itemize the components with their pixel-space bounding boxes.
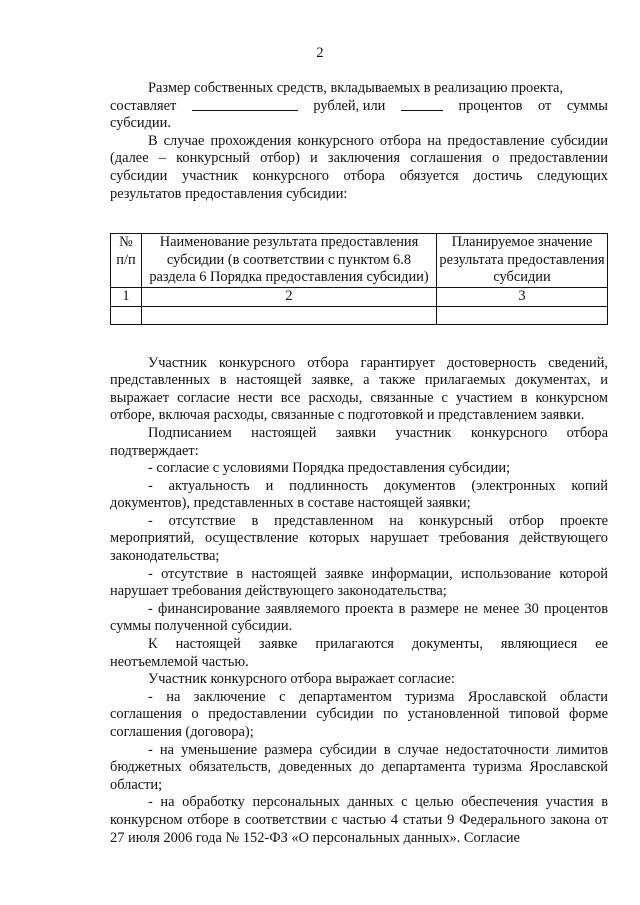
header-number: № п/п	[111, 234, 142, 288]
own-funds-line-3: субсидии.	[110, 115, 171, 132]
percent-blank[interactable]	[401, 98, 443, 111]
results-intro-paragraph: В случае прохождения конкурсного отбора на предоставление субсидии (далее – конкурсный отбор) и заключения соглашения о предоставлении субсидии участник конкурсного отбора обязуется достичь следующих результатов предоставления субсидии:	[110, 132, 608, 202]
attachments-paragraph: К настоящей заявке прилагаются документы, являющиеся ее неотъемлемой частью.	[110, 636, 608, 670]
confirm-intro-paragraph: Подписанием настоящей заявки участник конкурсного отбора подтверждает:	[110, 424, 608, 459]
confirm-item-1: - согласие с условиями Порядка предоставления субсидии;	[148, 460, 511, 477]
agree-item-1: - на заключение с департаментом туризма Ярославской области соглашения о предоставлении субсидии по установленной типовой форме соглашения (договора);	[110, 688, 608, 740]
table-empty-row	[111, 306, 608, 324]
own-funds-line-1: Размер собственных средств, вкладываемых в реализацию проекта,	[148, 80, 564, 96]
header-result-name: Наименование результата предоставления субсидии (в соответствии с пунктом 6.8 раздела 6 Порядка предоставления субсидии)	[142, 234, 437, 288]
empty-cell-1[interactable]	[111, 306, 142, 324]
column-number-1: 1	[111, 287, 142, 306]
table-header-row	[111, 234, 608, 288]
confirm-item-3: - отсутствие в представленном на конкурсный отбор проекте мероприятий, осуществление которых нарушает требования действующего законодательства;	[110, 512, 608, 565]
agree-item-3: - на обработку персональных данных с целью обеспечения участия в конкурсном отборе в соответствии с частью 4 статьи 9 Федерального закона от 27 июля 2006 года № 152-ФЗ «О персональных данных». Согласие	[110, 794, 608, 846]
table-number-row	[111, 287, 608, 306]
confirm-item-4: - отсутствие в настоящей заявке информации, использование которой нарушает требования действующего законодательства;	[110, 565, 608, 600]
results-table	[110, 233, 608, 324]
page-number: 2	[316, 45, 324, 61]
word-ot: от	[538, 97, 552, 114]
word-summy: суммы	[566, 97, 608, 114]
word-rubley: рублей, или	[313, 97, 386, 114]
column-number-3: 3	[437, 287, 608, 306]
agree-item-2: - на уменьшение размера субсидии в случае недостаточности лимитов бюджетных обязательств, доведенных до департамента туризма Ярославской области;	[110, 741, 608, 793]
empty-cell-3[interactable]	[437, 306, 608, 324]
own-funds-line-2	[110, 98, 608, 116]
rubles-blank[interactable]	[192, 98, 298, 111]
confirm-item-5: - финансирование заявляемого проекта в размере не менее 30 процентов суммы полученной субсидии.	[110, 600, 608, 635]
agree-intro-paragraph: Участник конкурсного отбора выражает согласие:	[148, 671, 455, 688]
confirm-item-2: - актуальность и подлинность документов (электронных копий документов), представленных в составе настоящей заявки;	[110, 477, 608, 512]
column-number-2: 2	[142, 287, 437, 306]
document-body	[110, 80, 608, 847]
guarantee-paragraph: Участник конкурсного отбора гарантирует достоверность сведений, представленных в настоящей заявке, а также прилагаемых документах, и выражает согласие нести все расходы, связанные с участием в конкурсном отборе, включая расходы, связанные с подготовкой и представлением заявки.	[110, 354, 608, 424]
word-procentov: процентов	[458, 97, 523, 114]
header-planned-value: Планируемое значение результата предоставления субсидии	[437, 234, 608, 288]
word-sostavlyaet: составляет	[110, 97, 177, 114]
empty-cell-2[interactable]	[142, 306, 437, 324]
